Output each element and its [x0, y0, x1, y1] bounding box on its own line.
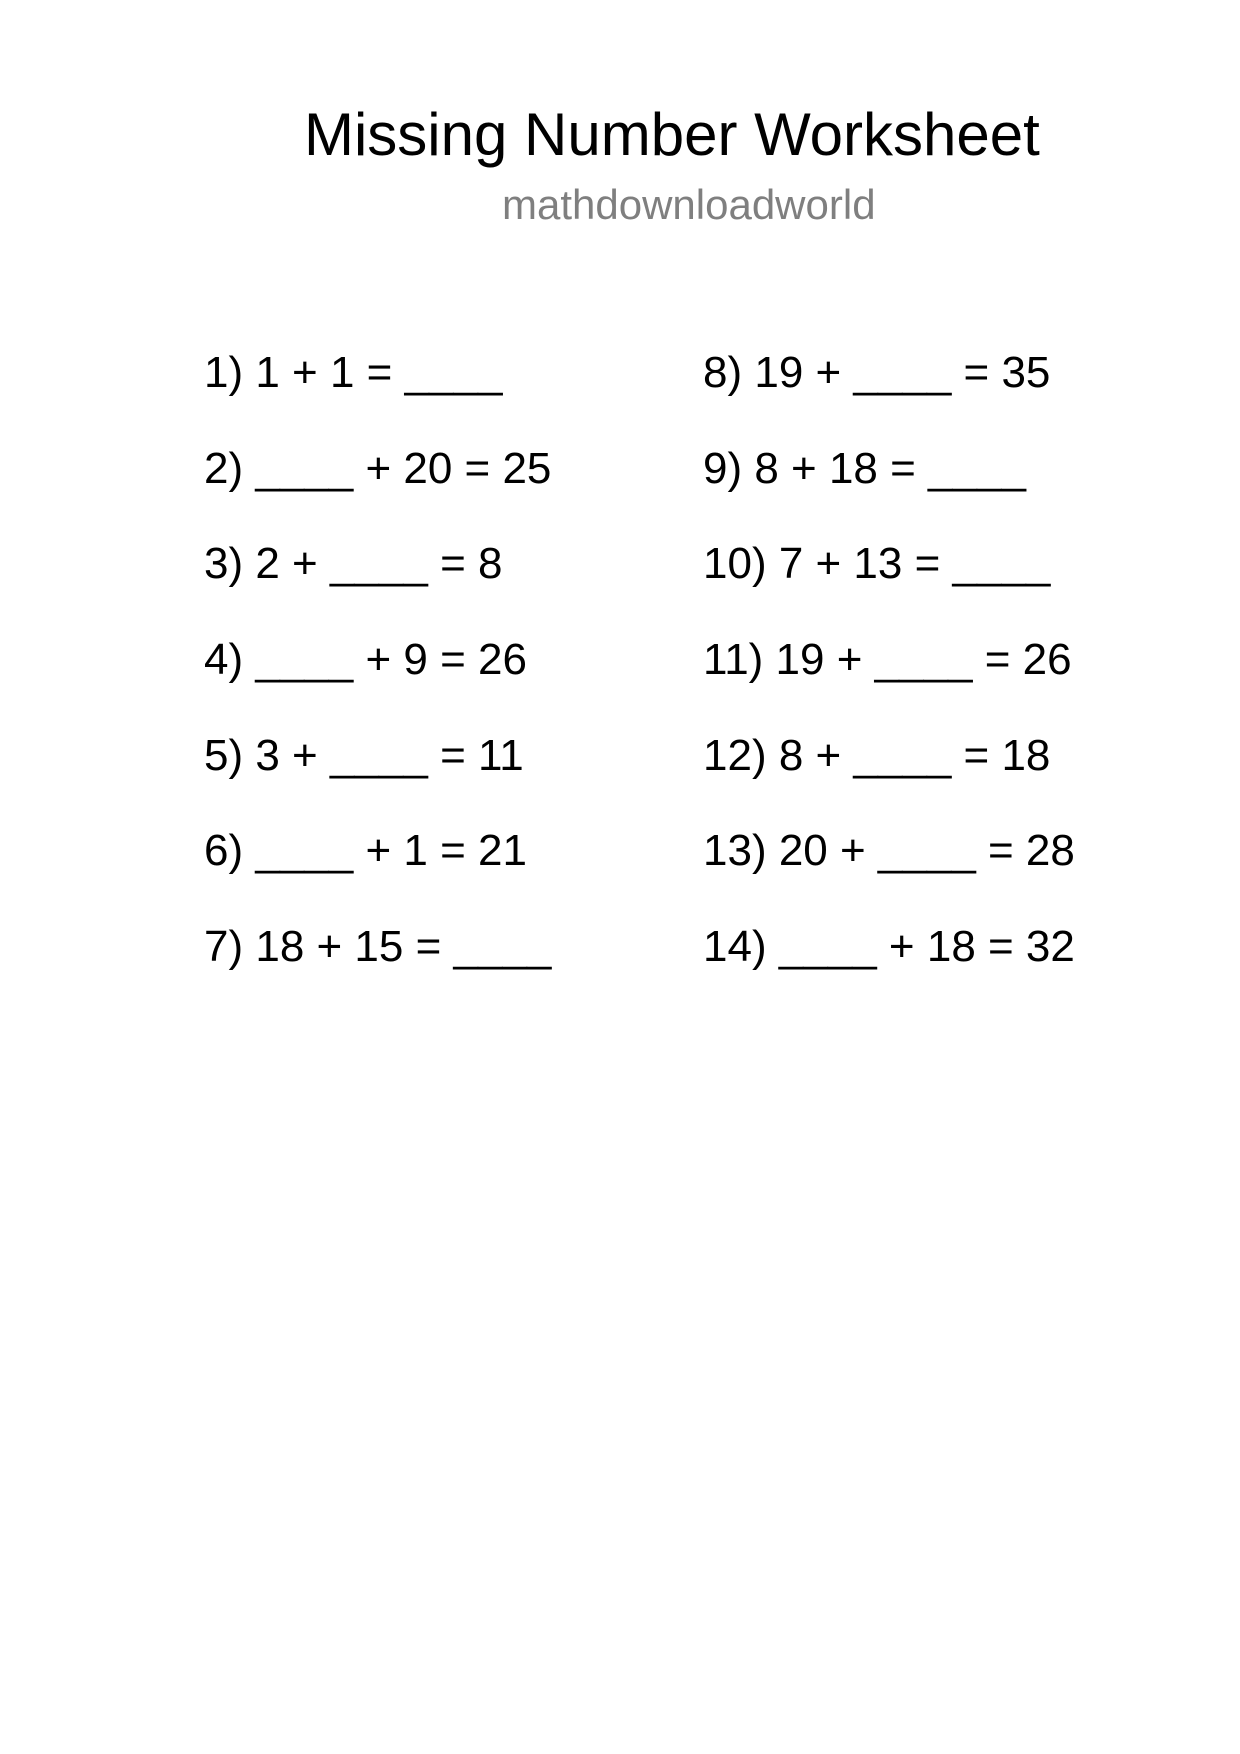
- page-title: Missing Number Worksheet: [304, 101, 1040, 168]
- problem-7: 7) 18 + 15 = ____: [204, 922, 552, 972]
- problem-14: 14) ____ + 18 = 32: [703, 922, 1075, 972]
- problem-3: 3) 2 + ____ = 8: [204, 539, 503, 589]
- problem-9: 9) 8 + 18 = ____: [703, 443, 1026, 493]
- problem-8: 8) 19 + ____ = 35: [703, 348, 1051, 397]
- problems-left-column: [204, 348, 552, 1021]
- problem-5: 5) 3 + ____ = 11: [204, 730, 524, 780]
- problem-2: 2) ____ + 20 = 25: [204, 443, 552, 493]
- problem-6: 6) ____ + 1 = 21: [204, 826, 527, 876]
- problem-13: 13) 20 + ____ = 28: [703, 826, 1075, 876]
- problem-11: 11) 19 + ____ = 26: [703, 635, 1072, 685]
- problem-1: 1) 1 + 1 = ____: [204, 348, 503, 397]
- problem-4: 4) ____ + 9 = 26: [204, 635, 527, 685]
- problems-right-column: [703, 348, 1075, 1021]
- problem-10: 10) 7 + 13 = ____: [703, 539, 1051, 589]
- page-subtitle: mathdownloadworld: [502, 181, 876, 228]
- problem-12: 12) 8 + ____ = 18: [703, 730, 1051, 780]
